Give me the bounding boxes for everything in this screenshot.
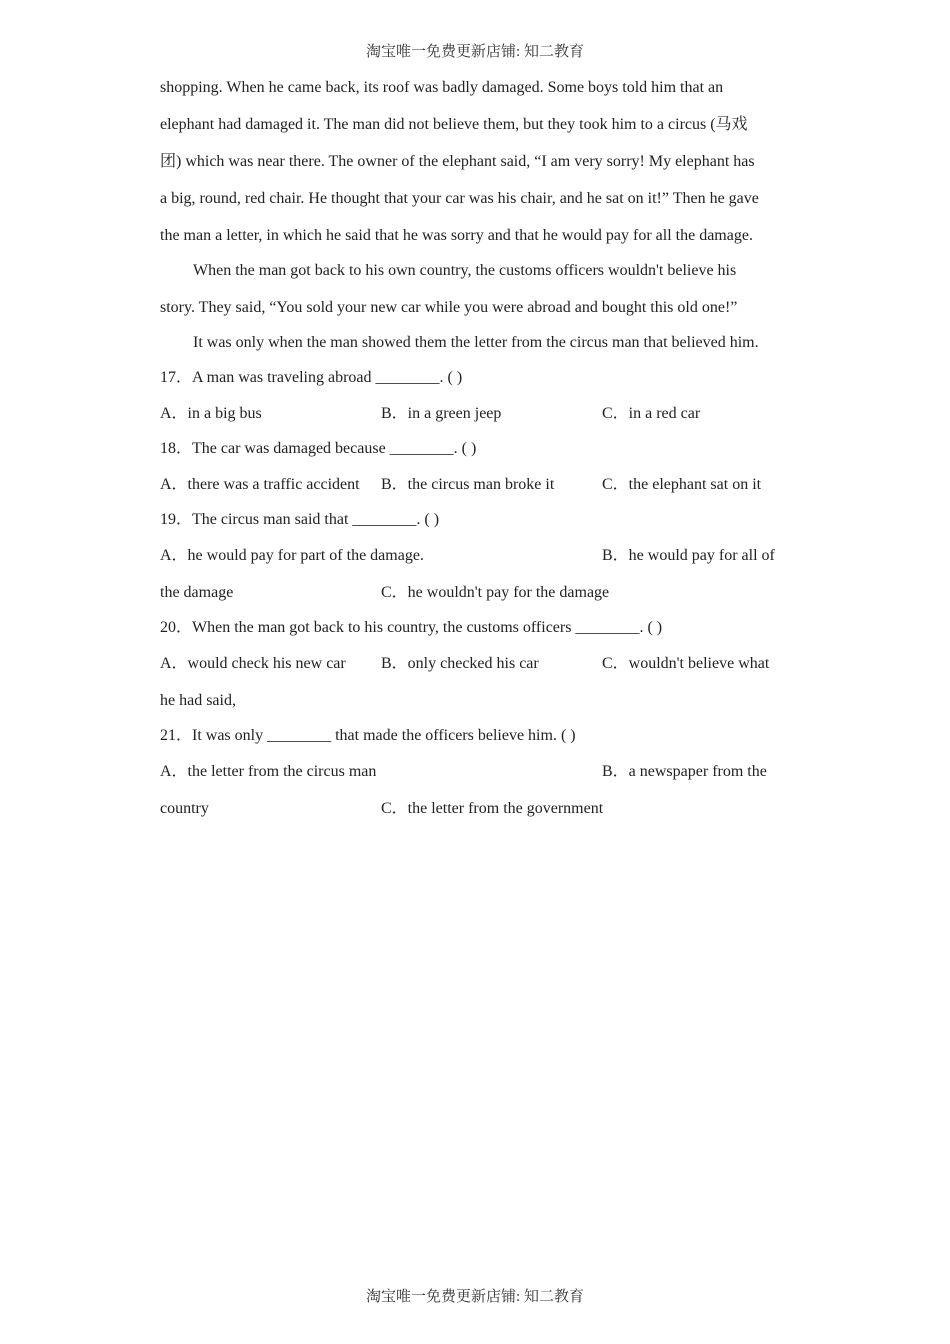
question-stem: 17．A man was traveling abroad ________. ( ) [160,369,463,386]
passage-line: the man a letter, in which he said that he was sorry and that he would pay for all the damage. [160,227,753,244]
question-stem: 19．The circus man said that ________. ( ) [160,511,440,528]
option-c: C．in a red car [602,405,701,422]
passage-line: It was only when the man showed them the letter from the circus man that believed him. [193,334,759,351]
question-stem: 20．When the man got back to his country, the customs officers ________. ( ) [160,619,663,636]
option-b-continued: country [160,800,209,817]
question-stem: 18．The car was damaged because ________. ( ) [160,440,477,457]
option-a: A．he would pay for part of the damage. [160,547,424,564]
passage-line: shopping. When he came back, its roof was badly damaged. Some boys told him that an [160,79,724,96]
option-c: C．the letter from the government [381,800,604,817]
option-b: B．only checked his car [381,655,539,672]
option-b: B．he would pay for all of [602,547,775,564]
option-c: C．wouldn't believe what [602,655,770,672]
passage-line: elephant had damaged it. The man did not believe them, but they took him to a circus (马戏 [160,116,748,133]
passage-line: story. They said, “You sold your new car while you were abroad and bought this old one!” [160,299,738,316]
option-b: B．a newspaper from the [602,763,767,780]
option-c: C．the elephant sat on it [602,476,762,493]
option-c: C．he wouldn't pay for the damage [381,584,610,601]
option-b: B．in a green jeep [381,405,502,422]
passage-line: a big, round, red chair. He thought that your car was his chair, and he sat on it!” Then he gave [160,190,759,207]
option-b: B．the circus man broke it [381,476,555,493]
option-a: A．in a big bus [160,405,262,422]
page-header: 淘宝唯一免费更新店铺: 知二教育 [366,44,584,60]
option-a: A．there was a traffic accident [160,476,360,493]
option-c-continued: he had said, [160,692,236,709]
option-a: A．the letter from the circus man [160,763,377,780]
question-stem: 21．It was only ________ that made the officers believe him. ( ) [160,727,576,744]
option-a: A．would check his new car [160,655,346,672]
passage-line: 团) which was near there. The owner of the elephant said, “I am very sorry! My elephant has [160,153,755,170]
page-footer: 淘宝唯一免费更新店铺: 知二教育 [366,1289,584,1305]
passage-line: When the man got back to his own country, the customs officers wouldn't believe his [193,262,737,279]
option-b-continued: the damage [160,584,234,601]
